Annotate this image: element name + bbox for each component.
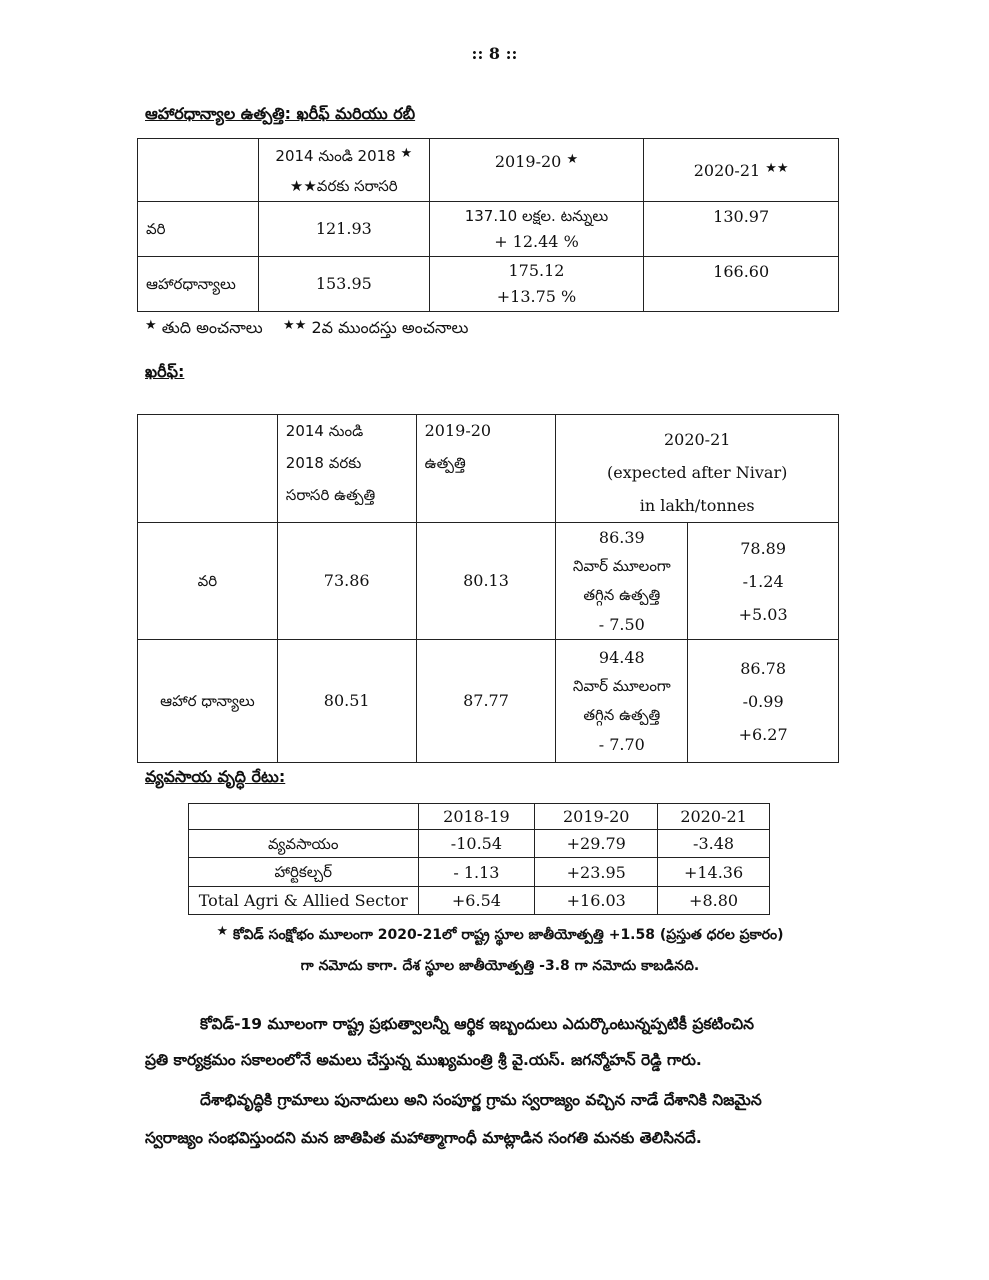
cell-2020-21: 166.60 (644, 257, 839, 312)
paragraph-1-line-2: ప్రతి కార్యక్రమం సకాలంలోనే అమలు చేస్తున్న ముఖ్యమంత్రి శ్రీ వై.యస్. జగన్మోహన్ రెడ్డి గారు. (145, 1051, 702, 1069)
header-empty-cell (189, 804, 419, 830)
header-2019-20: 2019-20 ఉత్పత్తి (416, 415, 556, 523)
kharif-table (137, 414, 839, 763)
table-row (138, 523, 839, 640)
row-label: వ్యవసాయం (189, 830, 419, 858)
cell-value: -3.48 (658, 830, 770, 858)
growth-rate-table (188, 803, 770, 915)
paragraph-2-line-1: దేశాభివృద్ధికి గ్రామాలు పునాదులు అని సంపూర్ణ గ్రామ స్వరాజ్యం వచ్చిన నాడే దేశానికి నిజమైన (200, 1091, 762, 1109)
cell-expected-production: 86.39 నివార్ మూలంగా తగ్గిన ఉత్పత్తి - 7.50 (556, 523, 688, 640)
table-header-row (138, 415, 839, 523)
cell-value: - 1.13 (418, 858, 535, 887)
table-row (189, 830, 770, 858)
table-row (189, 858, 770, 887)
table-row (189, 887, 770, 915)
cell-average: 73.86 (277, 523, 416, 640)
cell-value: +14.36 (658, 858, 770, 887)
section-heading-growth-rate: వ్యవసాయ వృద్ధి రేటు: (145, 767, 286, 786)
row-label: Total Agri & Allied Sector (189, 887, 419, 915)
production-table (137, 138, 839, 312)
header-empty-cell (138, 139, 259, 202)
section-heading-production: ఆహారధాన్యాల ఉత్పత్తి: ఖరీఫ్ మరియు రబీ (145, 104, 416, 123)
page-number: :: 8 :: (471, 44, 518, 63)
cell-average: 80.51 (277, 640, 416, 763)
header-2020-21: 2020-21 ★★ (644, 139, 839, 202)
cell-expected-production: 94.48 నివార్ మూలంగా తగ్గిన ఉత్పత్తి - 7.70 (556, 640, 688, 763)
table-row (138, 202, 839, 257)
table-row (138, 257, 839, 312)
header-2019-20: 2019-20 ★ (429, 139, 644, 202)
gdp-note-line-1: ★ కోవిడ్ సంక్షోభం మూలంగా 2020-21లో రాష్ట్ర స్థూల జాతీయోత్పత్తి +1.58 (ప్రస్తుత ధరల ప్రకారం) (216, 924, 784, 943)
cell-2019-20: 80.13 (416, 523, 556, 640)
cell-value: -10.54 (418, 830, 535, 858)
row-label: హార్టికల్చర్ (189, 858, 419, 887)
header-2019-20: 2019-20 (535, 804, 658, 830)
cell-2019-20: 137.10 లక్షల. టన్నులు + 12.44 % (429, 202, 644, 257)
row-label: వరి (138, 523, 278, 640)
cell-value: +8.80 (658, 887, 770, 915)
cell-value: +29.79 (535, 830, 658, 858)
row-label: వరి (138, 202, 259, 257)
table-header-row (138, 139, 839, 202)
header-2020-21: 2020-21 (expected after Nivar) in lakh/tonnes (556, 415, 839, 523)
estimates-legend: ★ తుది అంచనాలు ★★ 2వ ముందస్తు అంచనాలు (145, 318, 469, 337)
header-2018-19: 2018-19 (418, 804, 535, 830)
table-row (138, 640, 839, 763)
cell-2019-20: 87.77 (416, 640, 556, 763)
header-empty-cell (138, 415, 278, 523)
cell-values: 78.89 -1.24 +5.03 (688, 523, 839, 640)
paragraph-1-line-1: కోవిడ్-19 మూలంగా రాష్ట్ర ప్రభుత్వాలన్నీ ఆర్థిక ఇబ్బందులు ఎదుర్కొంటున్నప్పటికీ ప్రకటించిన (200, 1015, 755, 1033)
cell-2019-20: 175.12 +13.75 % (429, 257, 644, 312)
cell-value: +23.95 (535, 858, 658, 887)
header-2020-21: 2020-21 (658, 804, 770, 830)
row-label: ఆహారధాన్యాలు (138, 257, 259, 312)
cell-values: 86.78 -0.99 +6.27 (688, 640, 839, 763)
cell-value: +6.54 (418, 887, 535, 915)
paragraph-2-line-2: స్వరాజ్యం సంభవిస్తుందని మన జాతిపిత మహాత్మాగాంధీ మాట్లాడిన సంగతి మనకు తెలిసినదే. (145, 1129, 702, 1147)
header-average: 2014 నుండి 2018 వరకు సరాసరి ఉత్పత్తి (277, 415, 416, 523)
cell-average: 121.93 (258, 202, 429, 257)
cell-average: 153.95 (258, 257, 429, 312)
gdp-note-line-2: గా నమోదు కాగా. దేశ స్థూల జాతీయోత్పత్తి -3.8 గా నమోదు కాబడినది. (300, 958, 700, 974)
row-label: ఆహార ధాన్యాలు (138, 640, 278, 763)
table-header-row (189, 804, 770, 830)
cell-value: +16.03 (535, 887, 658, 915)
cell-2020-21: 130.97 (644, 202, 839, 257)
section-heading-kharif: ఖరీఫ్: (145, 362, 185, 381)
header-2014-average: 2014 నుండి 2018 ★ ★★వరకు సరాసరి (258, 139, 429, 202)
